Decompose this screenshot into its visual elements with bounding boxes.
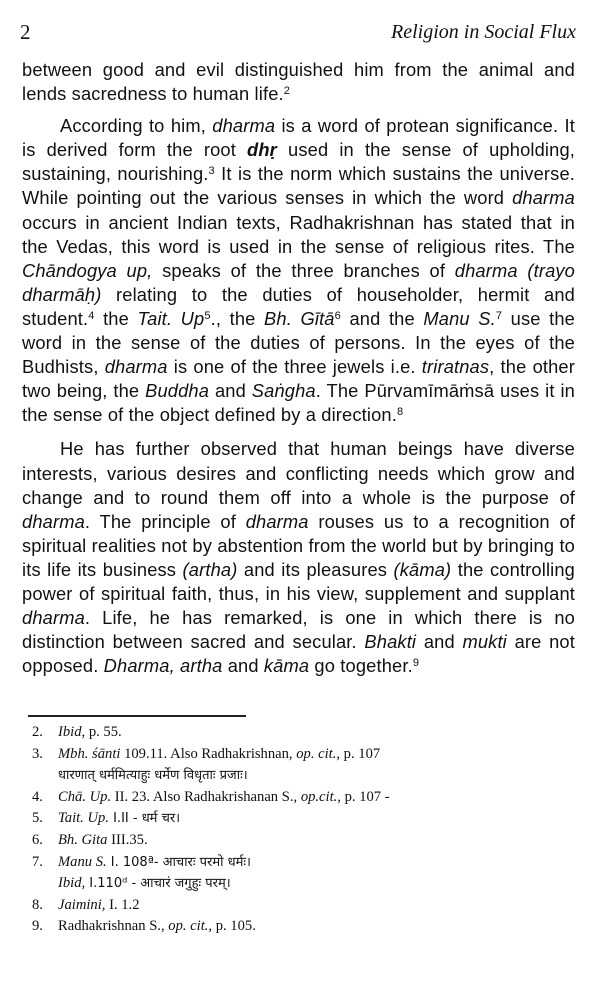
footnote-ref-6[interactable]: 6 xyxy=(334,309,341,322)
paragraph-2: According to him, dharma is a word of protean significance. It is derived form the root dhṛ used in the sense of upholding, sustaining, nourishing.$^3$ It is the norm which sustains the universe. While pointing out the various senses in which the word dharma occurs in ancient Indian texts, Radhakrishnan has stated that in the Vedas, this word is used in the sense of religious rites. The Chāndogya up, speaks of the three branches of dharma (trayo dharmāḥ) relating to the duties of householder, hermit and student.$^4$ the Tait. Up$^5$., the Bh. Gītā$^6$ and the Manu S.$^7$ use the word in the sense of the duties of persons. In the eyes of the Budhists, dharma is one of the three jewels i.e. triratnas, the other two being, the Buddha and Saṅgha. The Pūrvamīmāṁsā uses it in the sense of the object defined by a direction.$^8$ xyxy=(22,115,575,426)
page-number: 2 xyxy=(20,20,31,44)
footnote-4: 4. Chā. Up. II. 23. Also Radhakrishanan S., op.cit., p. 107 - xyxy=(32,788,390,805)
root-dhr: dhṛ xyxy=(247,139,277,161)
footnote-6: 6. Bh. Gita III.35. xyxy=(32,831,148,848)
footnote-ref-5[interactable]: 5 xyxy=(204,309,211,322)
footnote-ref-7[interactable]: 7 xyxy=(495,309,503,322)
footnote-divider xyxy=(28,715,246,717)
footnote-ref-3[interactable]: 3 xyxy=(208,165,215,178)
body-text xyxy=(22,58,575,678)
footnote-3: 3. Mbh. śānti 109.11. Also Radhakrishnan, op. cit., p. 107 xyxy=(32,745,381,762)
footnote-ref-2[interactable]: 2 xyxy=(283,85,291,98)
footnote-7: 7. Manu S. I. 108ª- आचारः परमो धर्मः। xyxy=(32,853,251,870)
running-title: Religion in Social Flux xyxy=(391,21,576,43)
footnote-3-sanskrit: धारणात् धर्ममित्याहुः धर्मेण विधृताः प्रजाः। xyxy=(58,768,248,784)
page-header xyxy=(20,20,576,50)
footnote-5: 5. Tait. Up. I.II - धर्म चर। xyxy=(32,810,181,827)
footnote-ref-8[interactable]: 8 xyxy=(396,406,404,419)
footnote-ref-9[interactable]: 9 xyxy=(412,657,420,670)
footnote-2: 2. Ibid, p. 55. xyxy=(32,724,122,740)
footnote-7-continuation: Ibid, I.110ᵈ - आचारं जगुहुः परम्। xyxy=(58,875,231,892)
footnote-8: 8. Jaimini, I. 1.2 xyxy=(32,896,140,913)
paragraph-3: He has further observed that human beings have diverse interests, various desires and conflicting needs which grow and change and to round them off into a whole is the purpose of dharma. The principle of dharma rouses us to a recognition of spiritual realities not by abstention from the world but by bringing to its life its business (artha) and its pleasures (kāma) the controlling power of spiritual faith, thus, in his view, supplement and supplant dharma. Life, he has remarked, is one in which there is no distinction between sacred and secular. Bhakti and mukti are not opposed. Dharma, artha and kāma go together.$^9$ xyxy=(22,438,576,677)
paragraph-1: between good and evil distinguished him from the animal and lends sacredness to human life.$^2$ xyxy=(22,59,575,105)
footnotes xyxy=(32,722,562,938)
footnote-ref-4[interactable]: 4 xyxy=(88,309,95,322)
footnote-9: 9. Radhakrishnan S., op. cit., p. 105. xyxy=(32,918,256,935)
